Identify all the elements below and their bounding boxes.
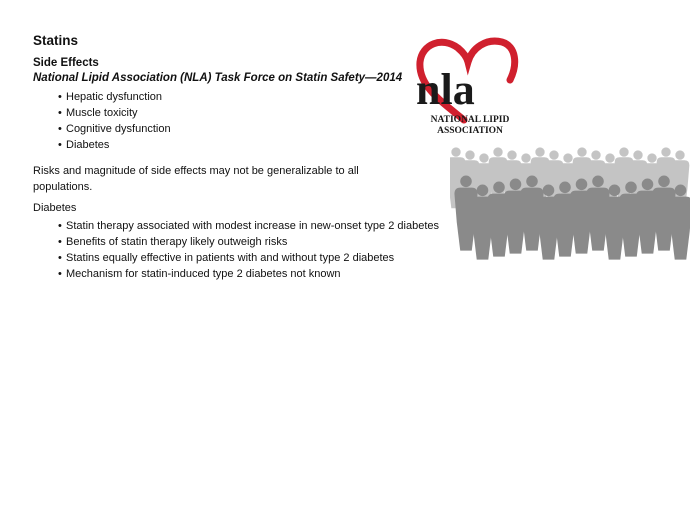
section-heading: Side Effects bbox=[33, 57, 99, 69]
logo-caption bbox=[410, 115, 530, 137]
list-item: • Hepatic dysfunction bbox=[58, 91, 162, 103]
side-effects-list bbox=[58, 89, 171, 153]
diabetes-list bbox=[58, 218, 439, 282]
diabetes-heading: Diabetes bbox=[33, 202, 77, 214]
list-item: • Diabetes bbox=[58, 139, 110, 151]
list-item: • Benefits of statin therapy likely outweigh risks bbox=[58, 236, 288, 248]
logo-caption-line1: NATIONAL LIPID bbox=[430, 115, 510, 125]
generalizability-note: Risks and magnitude of side effects may not be generalizable to all populations. bbox=[33, 165, 359, 193]
list-item: • Statin therapy associated with modest increase in new-onset type 2 diabetes bbox=[58, 220, 439, 232]
list-item: • Muscle toxicity bbox=[58, 107, 138, 119]
list-item: • Cognitive dysfunction bbox=[58, 123, 171, 135]
crowd-illustration bbox=[450, 145, 690, 265]
logo-letters: nla bbox=[416, 65, 475, 114]
list-item: • Statins equally effective in patients with and without type 2 diabetes bbox=[58, 252, 395, 264]
logo-caption-line2: ASSOCIATION bbox=[437, 126, 503, 136]
slide-title: Statins bbox=[33, 33, 79, 48]
source-citation: National Lipid Association (NLA) Task Force on Statin Safety—2014 bbox=[33, 72, 403, 84]
list-item: • Mechanism for statin-induced type 2 diabetes not known bbox=[58, 268, 341, 280]
